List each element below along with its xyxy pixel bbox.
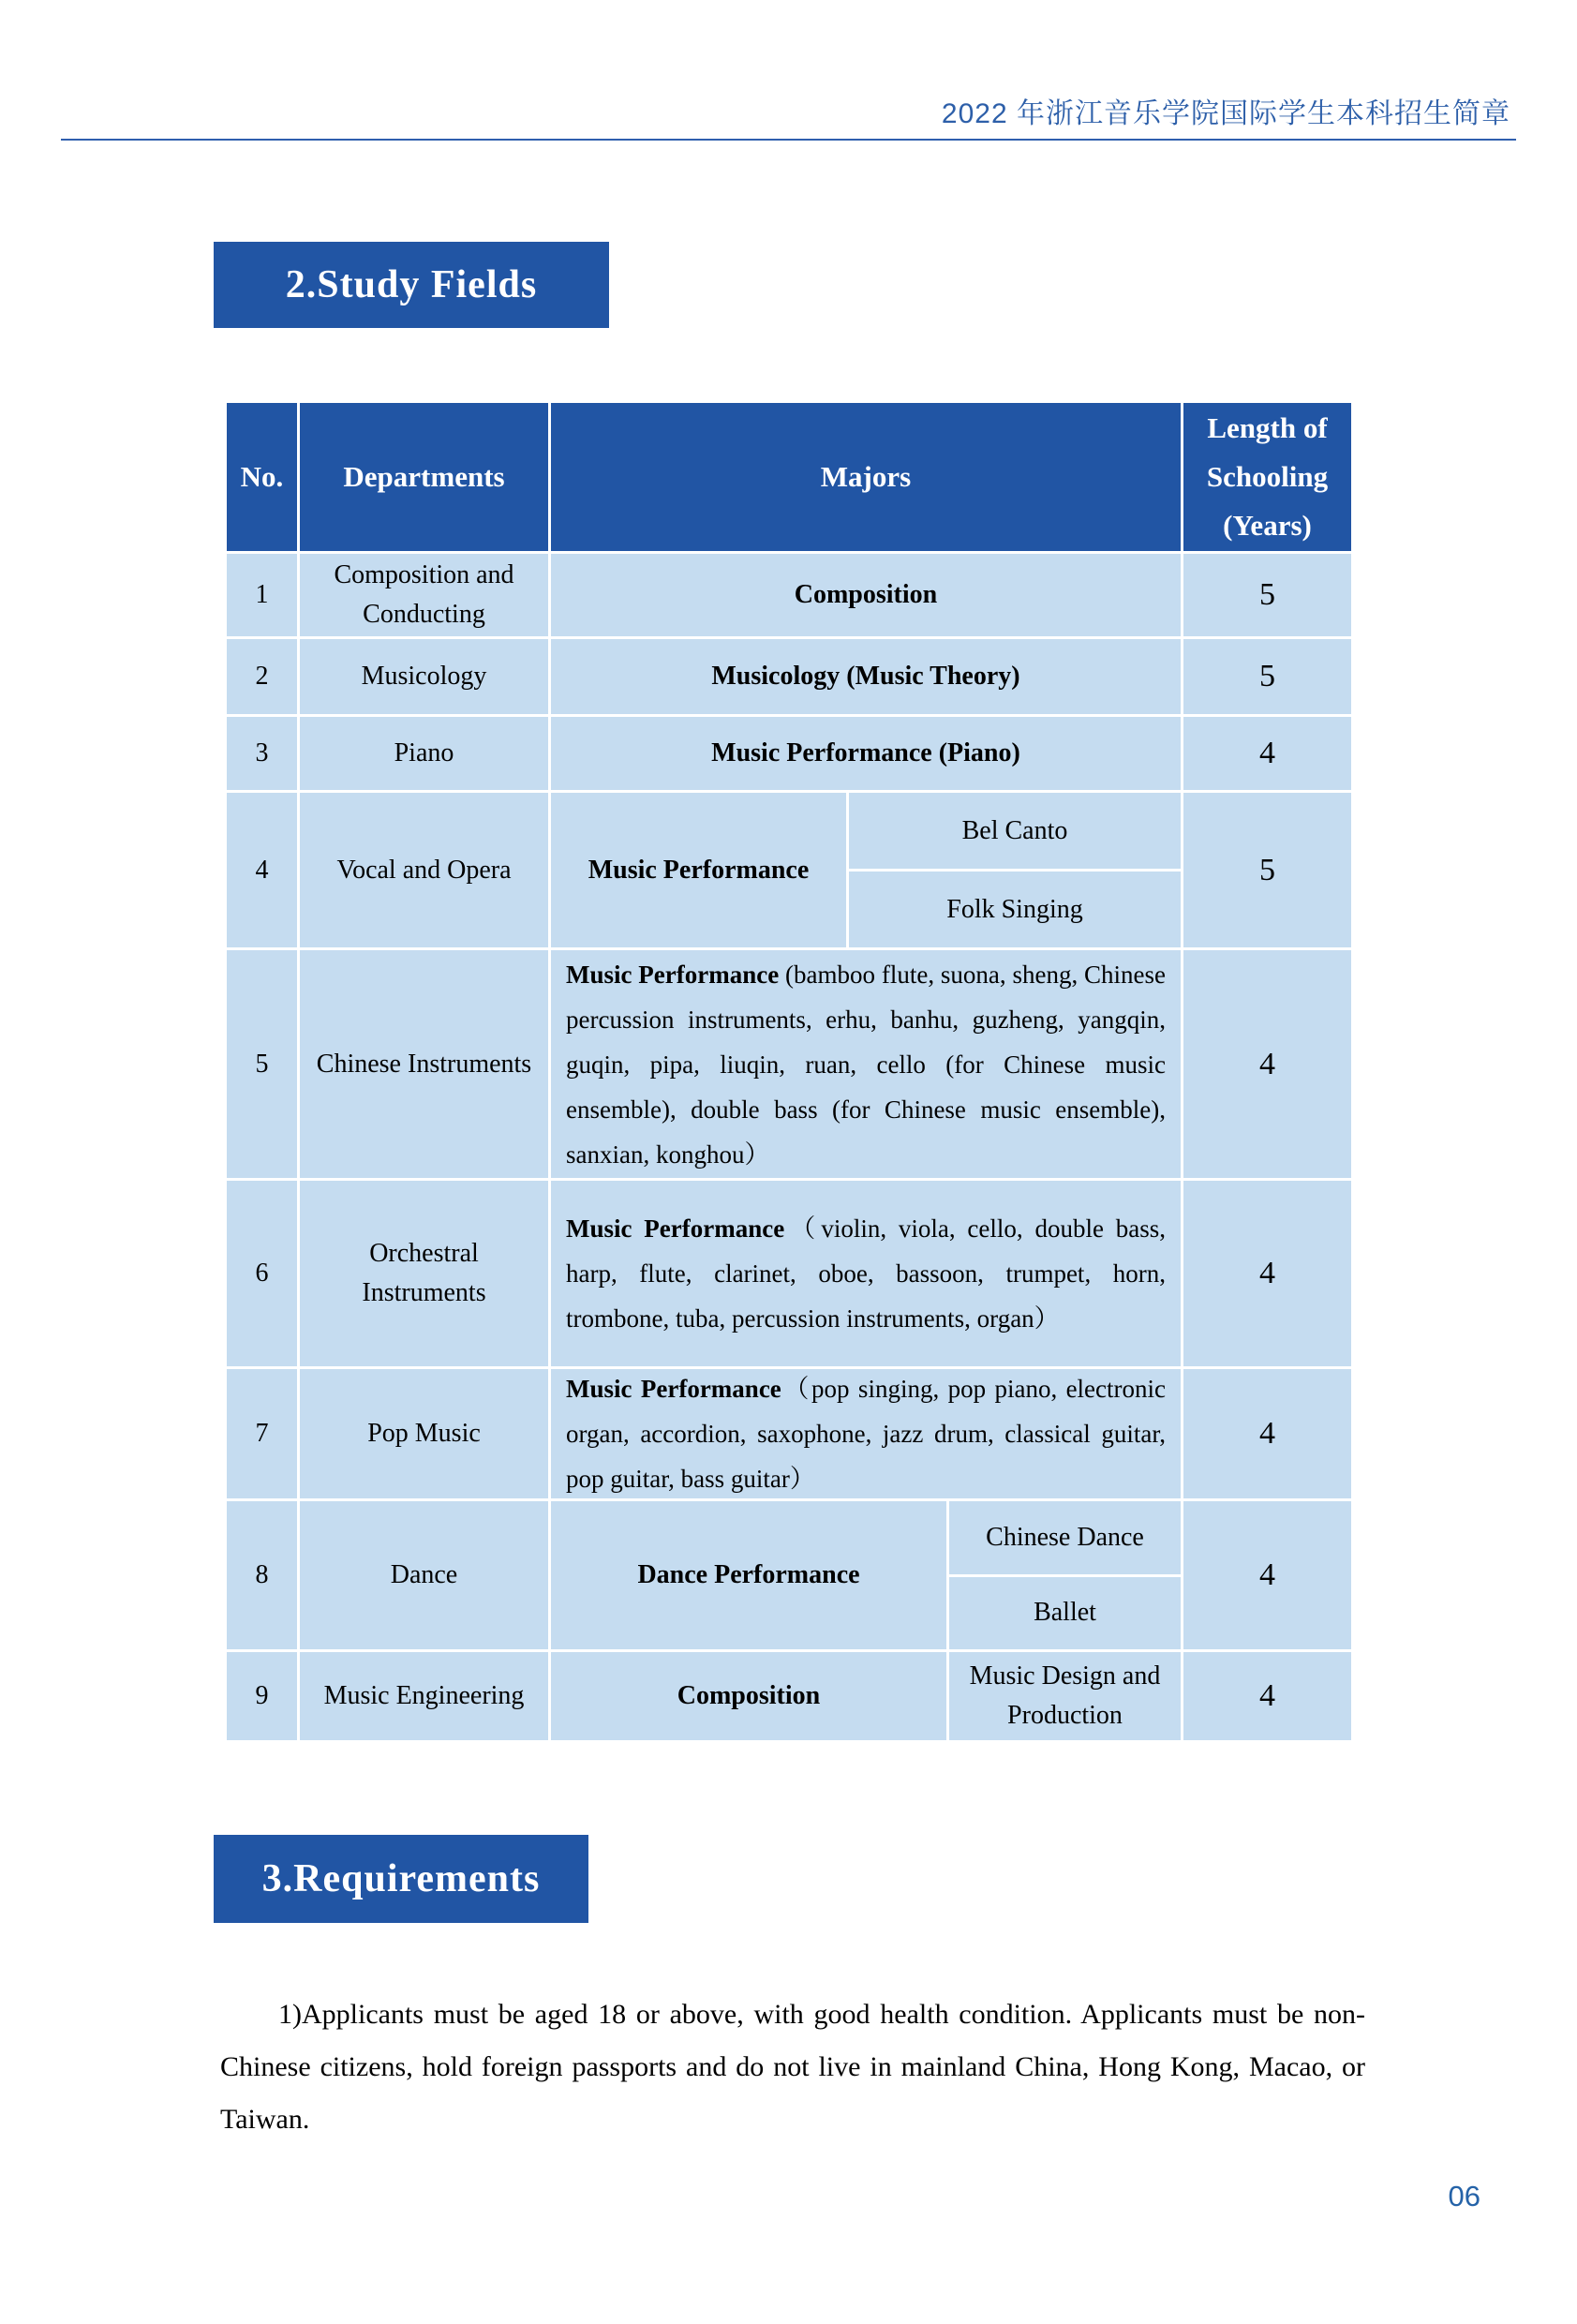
row-number-cell: 7 bbox=[227, 1369, 297, 1498]
years-cell: 4 bbox=[1183, 717, 1351, 790]
table-row bbox=[227, 1181, 1351, 1366]
sub-major-cell: Bel Canto bbox=[849, 793, 1181, 869]
section-heading-label: 2.Study Fields bbox=[285, 263, 538, 306]
row-number-cell: 9 bbox=[227, 1652, 297, 1740]
table-row bbox=[227, 1501, 1351, 1649]
major-detail-text: （pop singing, pop piano, electronic organ, accordion, saxophone, jazz drum, classical guitar, pop guitar, bass guitar） bbox=[566, 1375, 1167, 1493]
department-cell: Pop Music bbox=[300, 1369, 548, 1498]
study-fields-table bbox=[227, 403, 1351, 1740]
column-header-length: Length of Schooling (Years) bbox=[1183, 403, 1351, 551]
years-cell: 4 bbox=[1183, 950, 1351, 1178]
department-cell: Piano bbox=[300, 717, 548, 790]
section-heading-label: 3.Requirements bbox=[261, 1857, 541, 1900]
row-number-cell: 3 bbox=[227, 717, 297, 790]
section-heading-requirements bbox=[214, 1835, 588, 1923]
page-header-title: 2022 年浙江音乐学院国际学生本科招生简章 bbox=[941, 98, 1510, 129]
row-number-cell: 4 bbox=[227, 793, 297, 947]
sub-major-stack bbox=[849, 793, 1181, 947]
row-number-cell: 8 bbox=[227, 1501, 297, 1649]
department-cell: Music Engineering bbox=[300, 1652, 548, 1740]
table-row bbox=[227, 554, 1351, 636]
years-cell: 4 bbox=[1183, 1181, 1351, 1366]
table-row bbox=[227, 717, 1351, 790]
major-split-cell bbox=[551, 1652, 1181, 1740]
years-cell: 4 bbox=[1183, 1369, 1351, 1498]
sub-major-stack bbox=[949, 1652, 1181, 1740]
row-number-cell: 6 bbox=[227, 1181, 297, 1366]
page-number: 06 bbox=[1448, 2180, 1480, 2212]
table-row bbox=[227, 639, 1351, 714]
column-header-majors: Majors bbox=[551, 403, 1181, 551]
table-header-row bbox=[227, 403, 1351, 551]
major-cell: Music Performance（violin, viola, cello, double bass, harp, flute, clarinet, oboe, bassoon, trumpet, horn, trombone, tuba, percussion instruments, organ） bbox=[551, 1181, 1181, 1366]
major-cell: Music Performance bbox=[588, 855, 810, 885]
years-cell: 4 bbox=[1183, 1501, 1351, 1649]
section-heading-study-fields bbox=[214, 242, 609, 328]
sub-major-stack bbox=[949, 1501, 1181, 1649]
row-number-cell: 5 bbox=[227, 950, 297, 1178]
years-cell: 5 bbox=[1183, 639, 1351, 714]
major-split-cell bbox=[551, 1501, 1181, 1649]
major-cell: Music Performance（pop singing, pop piano, electronic organ, accordion, saxophone, jazz drum, classical guitar, pop guitar, bass guitar） bbox=[551, 1369, 1181, 1498]
table-row bbox=[227, 1369, 1351, 1498]
major-detail-text: （violin, viola, cello, double bass, harp, flute, clarinet, oboe, bassoon, trumpet, horn, trombone, tuba, percussion instruments, organ） bbox=[566, 1214, 1166, 1333]
major-cell: Dance Performance bbox=[637, 1560, 860, 1589]
major-cell: Music Performance (Piano) bbox=[711, 738, 1020, 767]
department-cell: Musicology bbox=[300, 639, 548, 714]
column-header-no: No. bbox=[227, 403, 297, 551]
years-cell: 5 bbox=[1183, 554, 1351, 636]
header-divider bbox=[61, 139, 1516, 141]
sub-major-cell: Music Design and Production bbox=[949, 1652, 1181, 1740]
major-cell: Musicology (Music Theory) bbox=[711, 662, 1020, 691]
department-cell: Orchestral Instruments bbox=[300, 1181, 548, 1366]
table-row bbox=[227, 793, 1351, 947]
requirements-paragraph: 1)Applicants must be aged 18 or above, with good health condition. Applicants must be non-Chinese citizens, hold foreign passports and do not live in mainland China, Hong Kong, Macao, or Taiwan. bbox=[220, 1999, 1365, 2135]
major-cell: Composition bbox=[794, 580, 938, 609]
table-row bbox=[227, 1652, 1351, 1740]
department-cell: Chinese Instruments bbox=[300, 950, 548, 1178]
table-row bbox=[227, 950, 1351, 1178]
major-split-cell bbox=[551, 793, 1181, 947]
major-cell: Music Performance (bamboo flute, suona, sheng, Chinese percussion instruments, erhu, banhu, guzheng, yangqin, guqin, pipa, liuqin, ruan, cello (for Chinese music ensemble), double bass (for Chinese music ensemble), sanxian, konghou） bbox=[551, 950, 1181, 1178]
sub-major-cell: Chinese Dance bbox=[949, 1501, 1181, 1574]
sub-major-cell: Folk Singing bbox=[849, 872, 1181, 947]
column-header-departments: Departments bbox=[300, 403, 548, 551]
row-number-cell: 2 bbox=[227, 639, 297, 714]
department-cell: Dance bbox=[300, 1501, 548, 1649]
department-cell: Composition and Conducting bbox=[300, 554, 548, 636]
row-number-cell: 1 bbox=[227, 554, 297, 636]
major-cell: Composition bbox=[677, 1681, 821, 1710]
department-cell: Vocal and Opera bbox=[300, 793, 548, 947]
years-cell: 4 bbox=[1183, 1652, 1351, 1740]
sub-major-cell: Ballet bbox=[949, 1577, 1181, 1650]
years-cell: 5 bbox=[1183, 793, 1351, 947]
major-detail-text: (bamboo flute, suona, sheng, Chinese percussion instruments, erhu, banhu, guzheng, yangqin, guqin, pipa, liuqin, ruan, cello (for Chinese music ensemble), double bass (for Chinese music ensemble), sanxian, konghou） bbox=[566, 960, 1166, 1169]
